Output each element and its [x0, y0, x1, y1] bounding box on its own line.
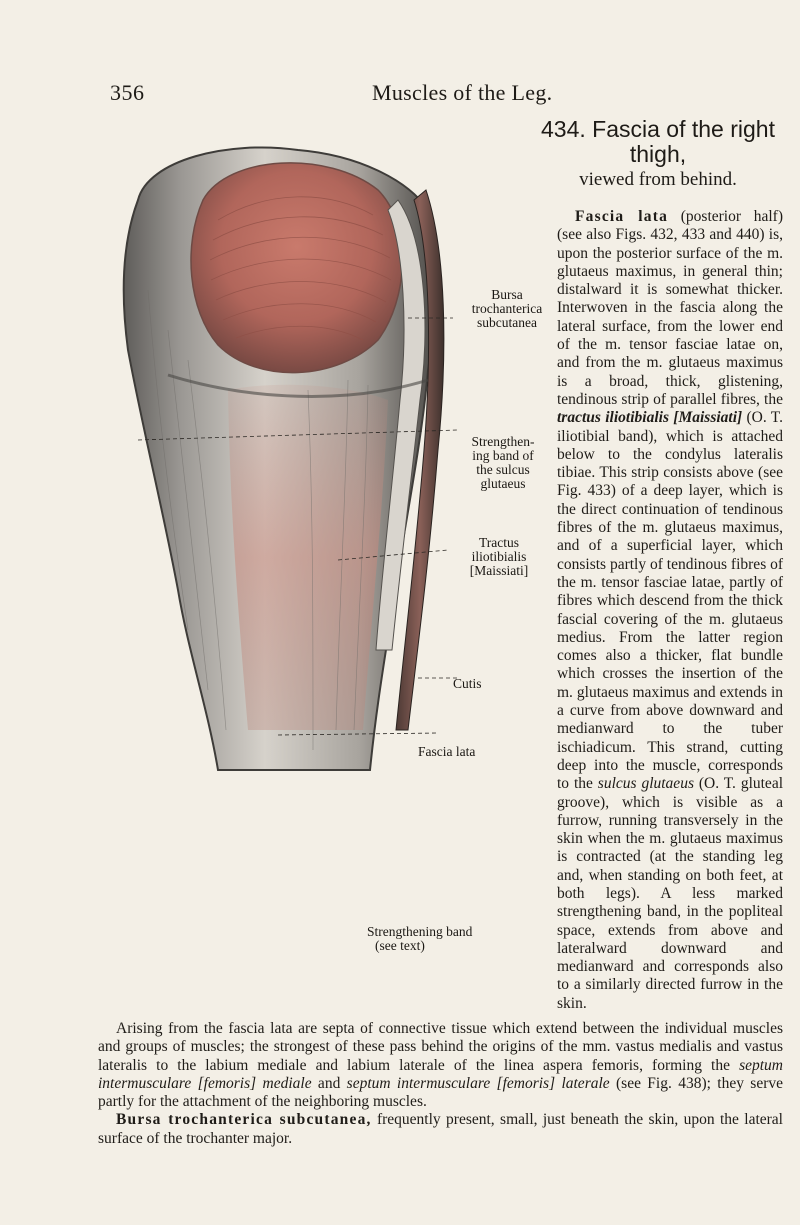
text-p1-a: (posterior half) (see also Figs. 432, 433 and 440) is, upon the posterior surface of the m. glutaeus maximus, in general thin; distalward it is somewhat thicker. Interwoven in the fascia along the lateral surface, from the lower end of the m. tensor fasciae latae on, and from the m. glutaeus maximus is a broad, thick, glistening, tendinous strip of parallel fibres, the [557, 208, 783, 408]
text-p2-b: (see Fig. 438); they serve partly for the attachment of the neighboring muscles. [98, 1074, 783, 1111]
term-septum-mediale: septum intermusculare [femoris] mediale [98, 1056, 783, 1092]
figure-subtitle: viewed from behind. [579, 169, 737, 190]
thigh-fascia-illustration [108, 130, 468, 790]
label-tractus-line-3: [Maissiati] [469, 563, 529, 578]
label-band-line-1: Strengthening band [367, 924, 473, 939]
text-p3-a: frequently present, small, just beneath the skin, upon the lateral surface of the trochanter major. [98, 1111, 783, 1147]
term-tractus-iliotibialis: tractus iliotibialis [Maissiati] [557, 409, 743, 427]
figure-title: 434. Fascia of the right thigh, [541, 116, 775, 167]
text-p1-b: (O. T. iliotibial band), which is attached below to the condylus lateralis tibiae. This strip consists above (see Fig. 433) of a deep layer, which is the direct continuation of tendinous fibres of the m. glutaeus maximus, and of a superficial layer, which consists partly of tendinous fibres of the m. tensor fasciae latae, partly of fibres which descend from the thick fascial covering of the m. glutaeus medius. From the latter region comes also a thicker, flat bundle which crosses the insertion of the m. glutaeus maximus and extends in a curve from above downward and medianward to the tuber ischiadicum. This strand, cutting deep into the muscle, corresponds to the [557, 409, 784, 793]
description-paragraph-1 [557, 208, 783, 1013]
running-head: Muscles of the Leg. [372, 80, 553, 105]
description-paragraph-2-3 [98, 1020, 783, 1148]
glutaeus-maximus [191, 163, 402, 373]
label-strength-line-1: Strengthen- [471, 434, 535, 449]
label-strengthening-band-sulcus [458, 435, 548, 491]
label-strength-line-4: glutaeus [480, 476, 526, 491]
label-bursa-line-3: subcutanea [477, 315, 537, 330]
label-strength-line-2: ing band of [472, 448, 534, 463]
text-p2-a: Arising from the fascia lata are septa of connective tissue which extend between the individual muscles and groups of muscles; the strongest of these pass behind the origins of the mm. vastus medialis and vastus lateralis to the labium mediale and labium laterale of the linea aspera femoris, forming the [98, 1020, 783, 1074]
label-bursa [462, 288, 552, 330]
label-tractus-line-1: Tractus [478, 535, 519, 550]
term-sulcus-glutaeus: sulcus glutaeus [597, 775, 694, 793]
label-bursa-line-2: trochanterica [471, 301, 543, 316]
text-p1-c: (O. T. gluteal groove), which is visible as a furrow, running transversely in the skin when the m. glutaeus maximus is contracted (at the standing leg and, when standing on both feet, at both legs). A less marked strengthening band, in the popliteal space, extends from above and lateralward downward and medianward and corresponds also to a similarly directed furrow in the skin. [557, 775, 784, 1012]
label-strengthening-band [367, 925, 517, 953]
label-tractus [454, 536, 544, 578]
label-band-line-2: (see text) [375, 938, 425, 953]
page-number: 356 [110, 80, 145, 105]
label-bursa-line-1: Bursa [491, 287, 523, 302]
term-bursa-trochanterica: Bursa trochanterica subcutanea, [116, 1111, 372, 1129]
label-cutis: Cutis [453, 676, 482, 691]
term-fascia-lata: Fascia lata [575, 208, 669, 225]
text-p2-and: and [311, 1074, 347, 1092]
label-tractus-line-2: iliotibialis [471, 549, 527, 564]
term-septum-laterale: septum intermusculare [femoris] laterale [346, 1074, 610, 1092]
label-strength-line-3: the sulcus [476, 462, 530, 477]
label-fascia-lata: Fascia lata [418, 744, 476, 759]
